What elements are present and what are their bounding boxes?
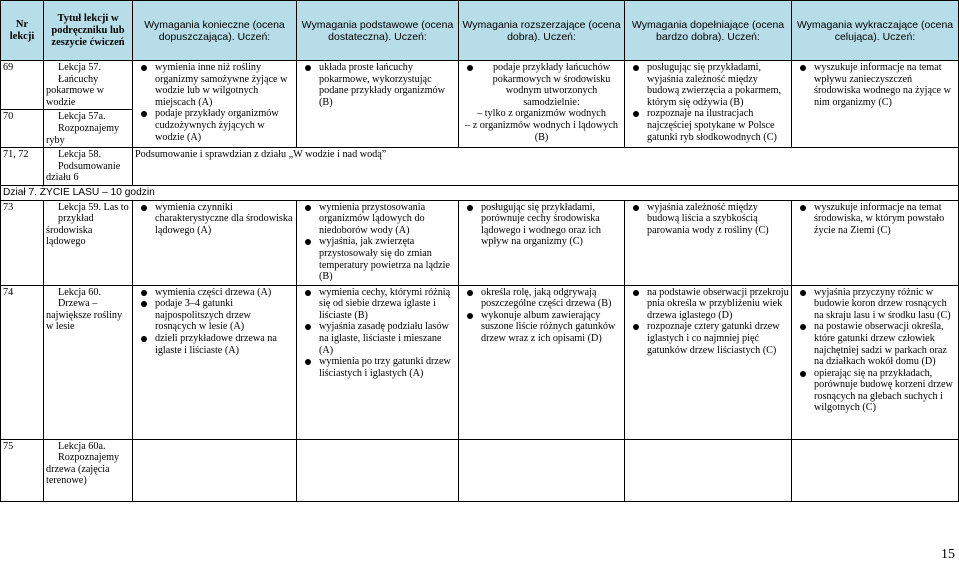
- list-item: określa rolę, jaką odgrywają poszczególne części drzewa (B): [461, 287, 622, 310]
- header-podstawowe: Wymagania podstawowe (ocena dostateczna). Uczeń:: [297, 1, 459, 61]
- list-subitem: – tylko z organizmów wodnych: [477, 108, 606, 120]
- list-item: podaje przykłady organizmów cudzożywnych żyjących w wodzie (A): [135, 108, 294, 143]
- list-item: podaje przykłady łańcuchów pokarmowych w środowisku wodnym utworzonych samodzielnie:: [461, 62, 622, 108]
- list-item: na postawie obserwacji określa, które gatunki drzew człowiek najchętniej sadzi w parkach oraz na działkach wokół domu (D): [794, 321, 956, 367]
- lesson-title-sub: Rozpoznajemy drzewa (zajęcia terenowe): [46, 452, 120, 487]
- header-konieczne: Wymagania konieczne (ocena dopuszczająca). Uczeń:: [133, 1, 297, 61]
- dopelniajace-cell: [625, 61, 792, 148]
- table-row: [1, 439, 959, 501]
- rozszerzajace-cell: [459, 285, 625, 439]
- lesson-title-main: Lekcja 57a.: [58, 111, 106, 123]
- rozszerzajace-cell: [459, 200, 625, 285]
- list-item: wymienia cechy, którymi różnią się od siebie drzewa iglaste i liściaste (B): [299, 287, 456, 322]
- wykraczajace-cell: [792, 200, 959, 285]
- page-number: 15: [941, 547, 955, 562]
- list-item: wyjaśnia przyczyny różnic w budowie koron drzew rosnących na skraju lasu i w środku lasu (C): [794, 287, 956, 322]
- lesson-title: [44, 61, 133, 110]
- empty-cell: [625, 439, 792, 501]
- header-nr: Nr lekcji: [1, 1, 44, 61]
- header-row: [1, 1, 959, 61]
- lesson-number: 73: [1, 200, 44, 285]
- lesson-number: 69: [1, 61, 44, 110]
- list-subitem: – z organizmów wodnych i lądowych (B): [465, 119, 618, 143]
- list-item: wymienia inne niż rośliny organizmy samożywne żyjące w wodzie lub w wilgotnych miejscach (A): [135, 62, 294, 108]
- lesson-title: [44, 200, 133, 285]
- lesson-title-sub: Łańcuchy pokarmowe w wodzie: [46, 73, 104, 108]
- empty-cell: [459, 439, 625, 501]
- list-item: wyjaśnia zależność między budową liścia a szybkością parowania wody z rośliny (C): [627, 202, 789, 237]
- dopelniajace-cell: [625, 285, 792, 439]
- rozszerzajace-cell: [459, 61, 625, 148]
- lesson-title-sub: Rozpoznajemy ryby: [46, 122, 120, 146]
- section-title: Dział 7. ŻYCIE LASU – 10 godzin: [1, 185, 959, 200]
- lesson-title: [44, 285, 133, 439]
- lesson-title-sub: Drzewa – największe rośliny w lesie: [46, 298, 123, 333]
- list-item: wymienia po trzy gatunki drzew liściastych i iglastych (A): [299, 356, 456, 379]
- header-dopelniajace: Wymagania dopełniające (ocena bardzo dobra). Uczeń:: [625, 1, 792, 61]
- section-row: [1, 185, 959, 200]
- list-item: rozpoznaje na ilustracjach najczęściej spotykane w Polsce gatunki ryb słodkowodnych (C): [627, 108, 789, 143]
- list-item: posługując się przykładami, porównuje cechy środowiska lądowego i wodnego oraz ich wpływ na organizmy (C): [461, 202, 622, 248]
- lesson-title-main: Lekcja 60a.: [58, 440, 106, 452]
- list-item: opierając się na przykładach, porównuje budowę korzeni drzew rosnących na glebach suchych i wilgotnych (C): [794, 368, 956, 414]
- lesson-title-sub: Podsumowanie działu 6: [46, 160, 121, 184]
- list-item: wyjaśnia, jak zwierzęta przystosowały się do zmian temperatury powietrza na lądzie (B): [299, 236, 456, 282]
- konieczne-cell: [133, 285, 297, 439]
- lesson-title-main: Lekcja 59. Las to: [58, 201, 129, 213]
- empty-cell: [133, 439, 297, 501]
- lesson-title-sub: przykład środowiska lądowego: [46, 213, 94, 248]
- konieczne-cell: [133, 61, 297, 148]
- list-item: wymienia czynniki charakterystyczne dla środowiska lądowego (A): [135, 202, 294, 237]
- list-item: wyszukuje informacje na temat środowiska, w którym powstało życie na Ziemi (C): [794, 202, 956, 237]
- list-item: dzieli przykładowe drzewa na iglaste i liściaste (A): [135, 333, 294, 356]
- list-item: wymienia przystosowania organizmów lądowych do niedoborów wody (A): [299, 202, 456, 237]
- table-row: [1, 148, 959, 186]
- table-row: [1, 61, 959, 110]
- header-title: Tytuł lekcji w podręczniku lub zeszycie ćwiczeń: [44, 1, 133, 61]
- header-wykraczajace: Wymagania wykraczające (ocena celująca). Uczeń:: [792, 1, 959, 61]
- list-item: wymienia części drzewa (A): [135, 287, 294, 299]
- podstawowe-cell: [297, 200, 459, 285]
- lesson-number: 75: [1, 439, 44, 501]
- list-item: wyszukuje informacje na temat wpływu zanieczyszczeń środowiska wodnego na żyjące w nim organizmy (C): [794, 62, 956, 108]
- lesson-title-main: Lekcja 57.: [58, 62, 101, 73]
- lesson-title: [44, 110, 133, 148]
- table-row: [1, 285, 959, 439]
- wykraczajace-cell: [792, 61, 959, 148]
- lesson-title: [44, 439, 133, 501]
- list-item: wyjaśnia zasadę podziału lasów na iglaste, liściaste i mieszane (A): [299, 321, 456, 356]
- empty-cell: [792, 439, 959, 501]
- header-rozszerzajace: Wymagania rozszerzające (ocena dobra). Uczeń:: [459, 1, 625, 61]
- dopelniajace-cell: [625, 200, 792, 285]
- table-row: [1, 200, 959, 285]
- lesson-title: [44, 148, 133, 186]
- podstawowe-cell: [297, 61, 459, 148]
- list-item: układa proste łańcuchy pokarmowe, wykorzystując podane przykłady organizmów (B): [299, 62, 456, 108]
- lesson-number: 70: [1, 110, 44, 148]
- list-item: posługując się przykładami, wyjaśnia zależność między budową zwierzęcia a pokarmem, którym się odżywia (B): [627, 62, 789, 108]
- list-item: rozpoznaje cztery gatunki drzew iglastych i co najmniej pięć gatunków drzew liściastych (C): [627, 321, 789, 356]
- empty-cell: [297, 439, 459, 501]
- list-item: podaje 3–4 gatunki najpospolitszych drzew rosnących w lesie (A): [135, 298, 294, 333]
- list-item: wykonuje album zawierający suszone liście różnych gatunków drzew wraz z ich opisami (D): [461, 310, 622, 345]
- summary-cell: Podsumowanie i sprawdzian z działu „W wodzie i nad wodą”: [133, 148, 959, 186]
- lesson-title-main: Lekcja 60.: [58, 286, 101, 298]
- podstawowe-cell: [297, 285, 459, 439]
- lesson-number: 74: [1, 285, 44, 439]
- lesson-title-main: Lekcja 58.: [58, 149, 101, 161]
- lesson-number: 71, 72: [1, 148, 44, 186]
- konieczne-cell: [133, 200, 297, 285]
- list-item: na podstawie obserwacji przekroju pnia określa w przybliżeniu wiek drzewa iglastego (D): [627, 287, 789, 322]
- wykraczajace-cell: [792, 285, 959, 439]
